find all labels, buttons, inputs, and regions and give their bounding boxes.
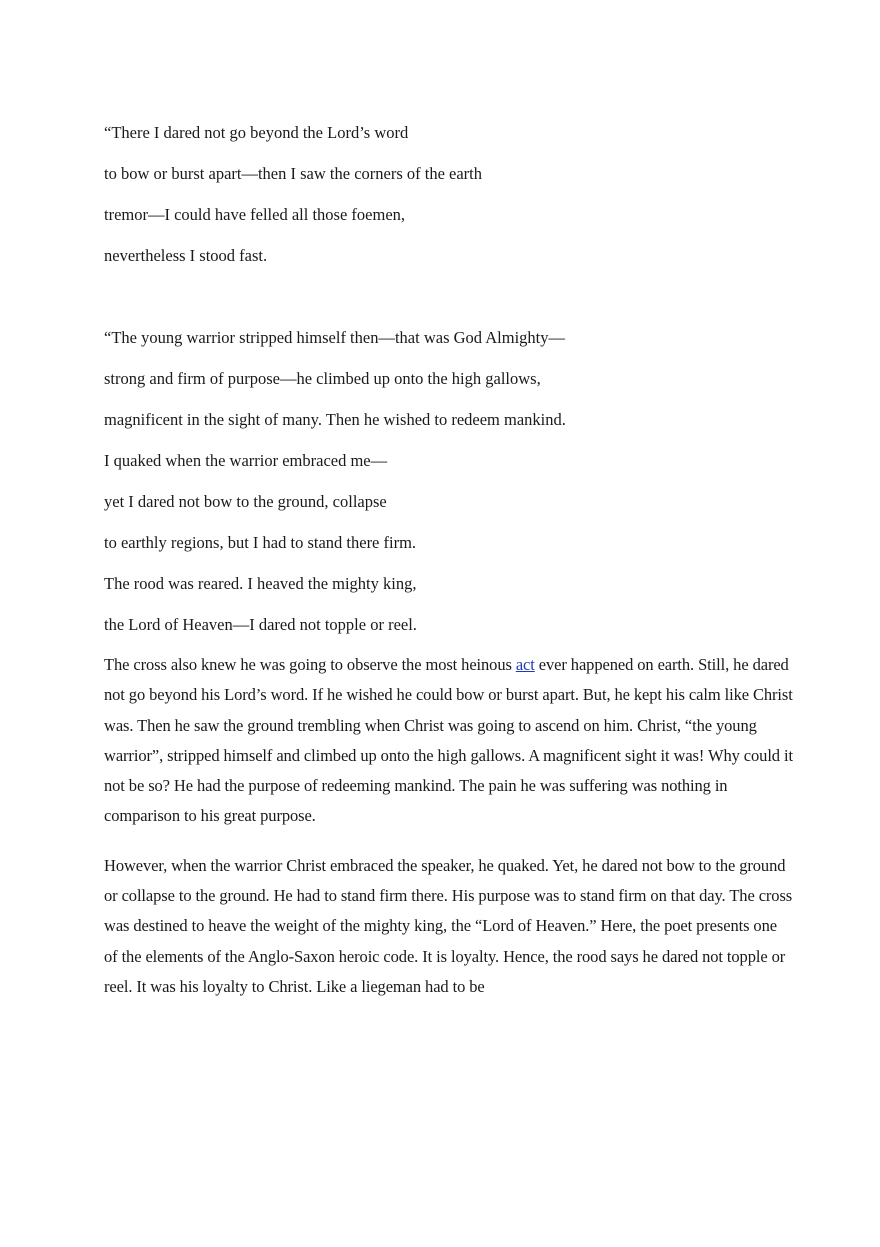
paragraph-spacer (104, 832, 794, 851)
verse-line: I quaked when the warrior embraced me— (104, 451, 388, 470)
verse-line: strong and firm of purpose—he climbed up onto the high gallows, (104, 369, 541, 388)
stanza-spacer (104, 276, 794, 317)
verse-line: tremor—I could have felled all those foemen, (104, 205, 406, 224)
verse-line: yet I dared not bow to the ground, collapse (104, 492, 387, 511)
verse-stanza-1 (104, 112, 794, 276)
verse-line: “There I dared not go beyond the Lord’s word (104, 123, 409, 142)
paragraph-text: ever happened on earth. Still, he dared not go beyond his Lord’s word. If he wished he could bow or burst apart. But, he kept his calm like Christ was. Then he saw the ground trembling when Christ was going to ascend on him. Christ, “the young warrior”, stripped himself and climbed up onto the high gallows. A magnificent sight it was! Why could it not be so? He had the purpose of redeeming mankind. The pain he was suffering was nothing in comparison to his great purpose. (104, 655, 793, 826)
verse-line: to earthly regions, but I had to stand there firm. (104, 533, 417, 552)
act-link[interactable]: act (515, 655, 535, 674)
verse-line: The rood was reared. I heaved the mighty king, (104, 574, 417, 593)
commentary-paragraph-2: However, when the warrior Christ embraced the speaker, he quaked. Yet, he dared not bow to the ground or collapse to the ground. He had to stand firm there. His purpose was to stand firm on that day. The cross was destined to heave the weight of the mighty king, the “Lord of Heaven.” Here, the poet presents one of the elements of the Anglo-Saxon heroic code. It is loyalty. Hence, the rood says he dared not topple or reel. It was his loyalty to Christ. Like a liegeman had to be (104, 855, 793, 996)
verse-line: nevertheless I stood fast. (104, 246, 268, 265)
verse-line: the Lord of Heaven—I dared not topple or reel. (104, 615, 417, 634)
document-body (104, 112, 794, 1002)
verse-line: magnificent in the sight of many. Then he wished to redeem mankind. (104, 410, 566, 429)
verse-stanza-2 (104, 317, 794, 645)
paragraph-text: The cross also knew he was going to observe the most heinous (104, 655, 516, 674)
verse-line: “The young warrior stripped himself then—that was God Almighty— (104, 328, 566, 347)
verse-line: to bow or burst apart—then I saw the corners of the earth (104, 164, 483, 183)
commentary-paragraph-1 (104, 650, 794, 832)
